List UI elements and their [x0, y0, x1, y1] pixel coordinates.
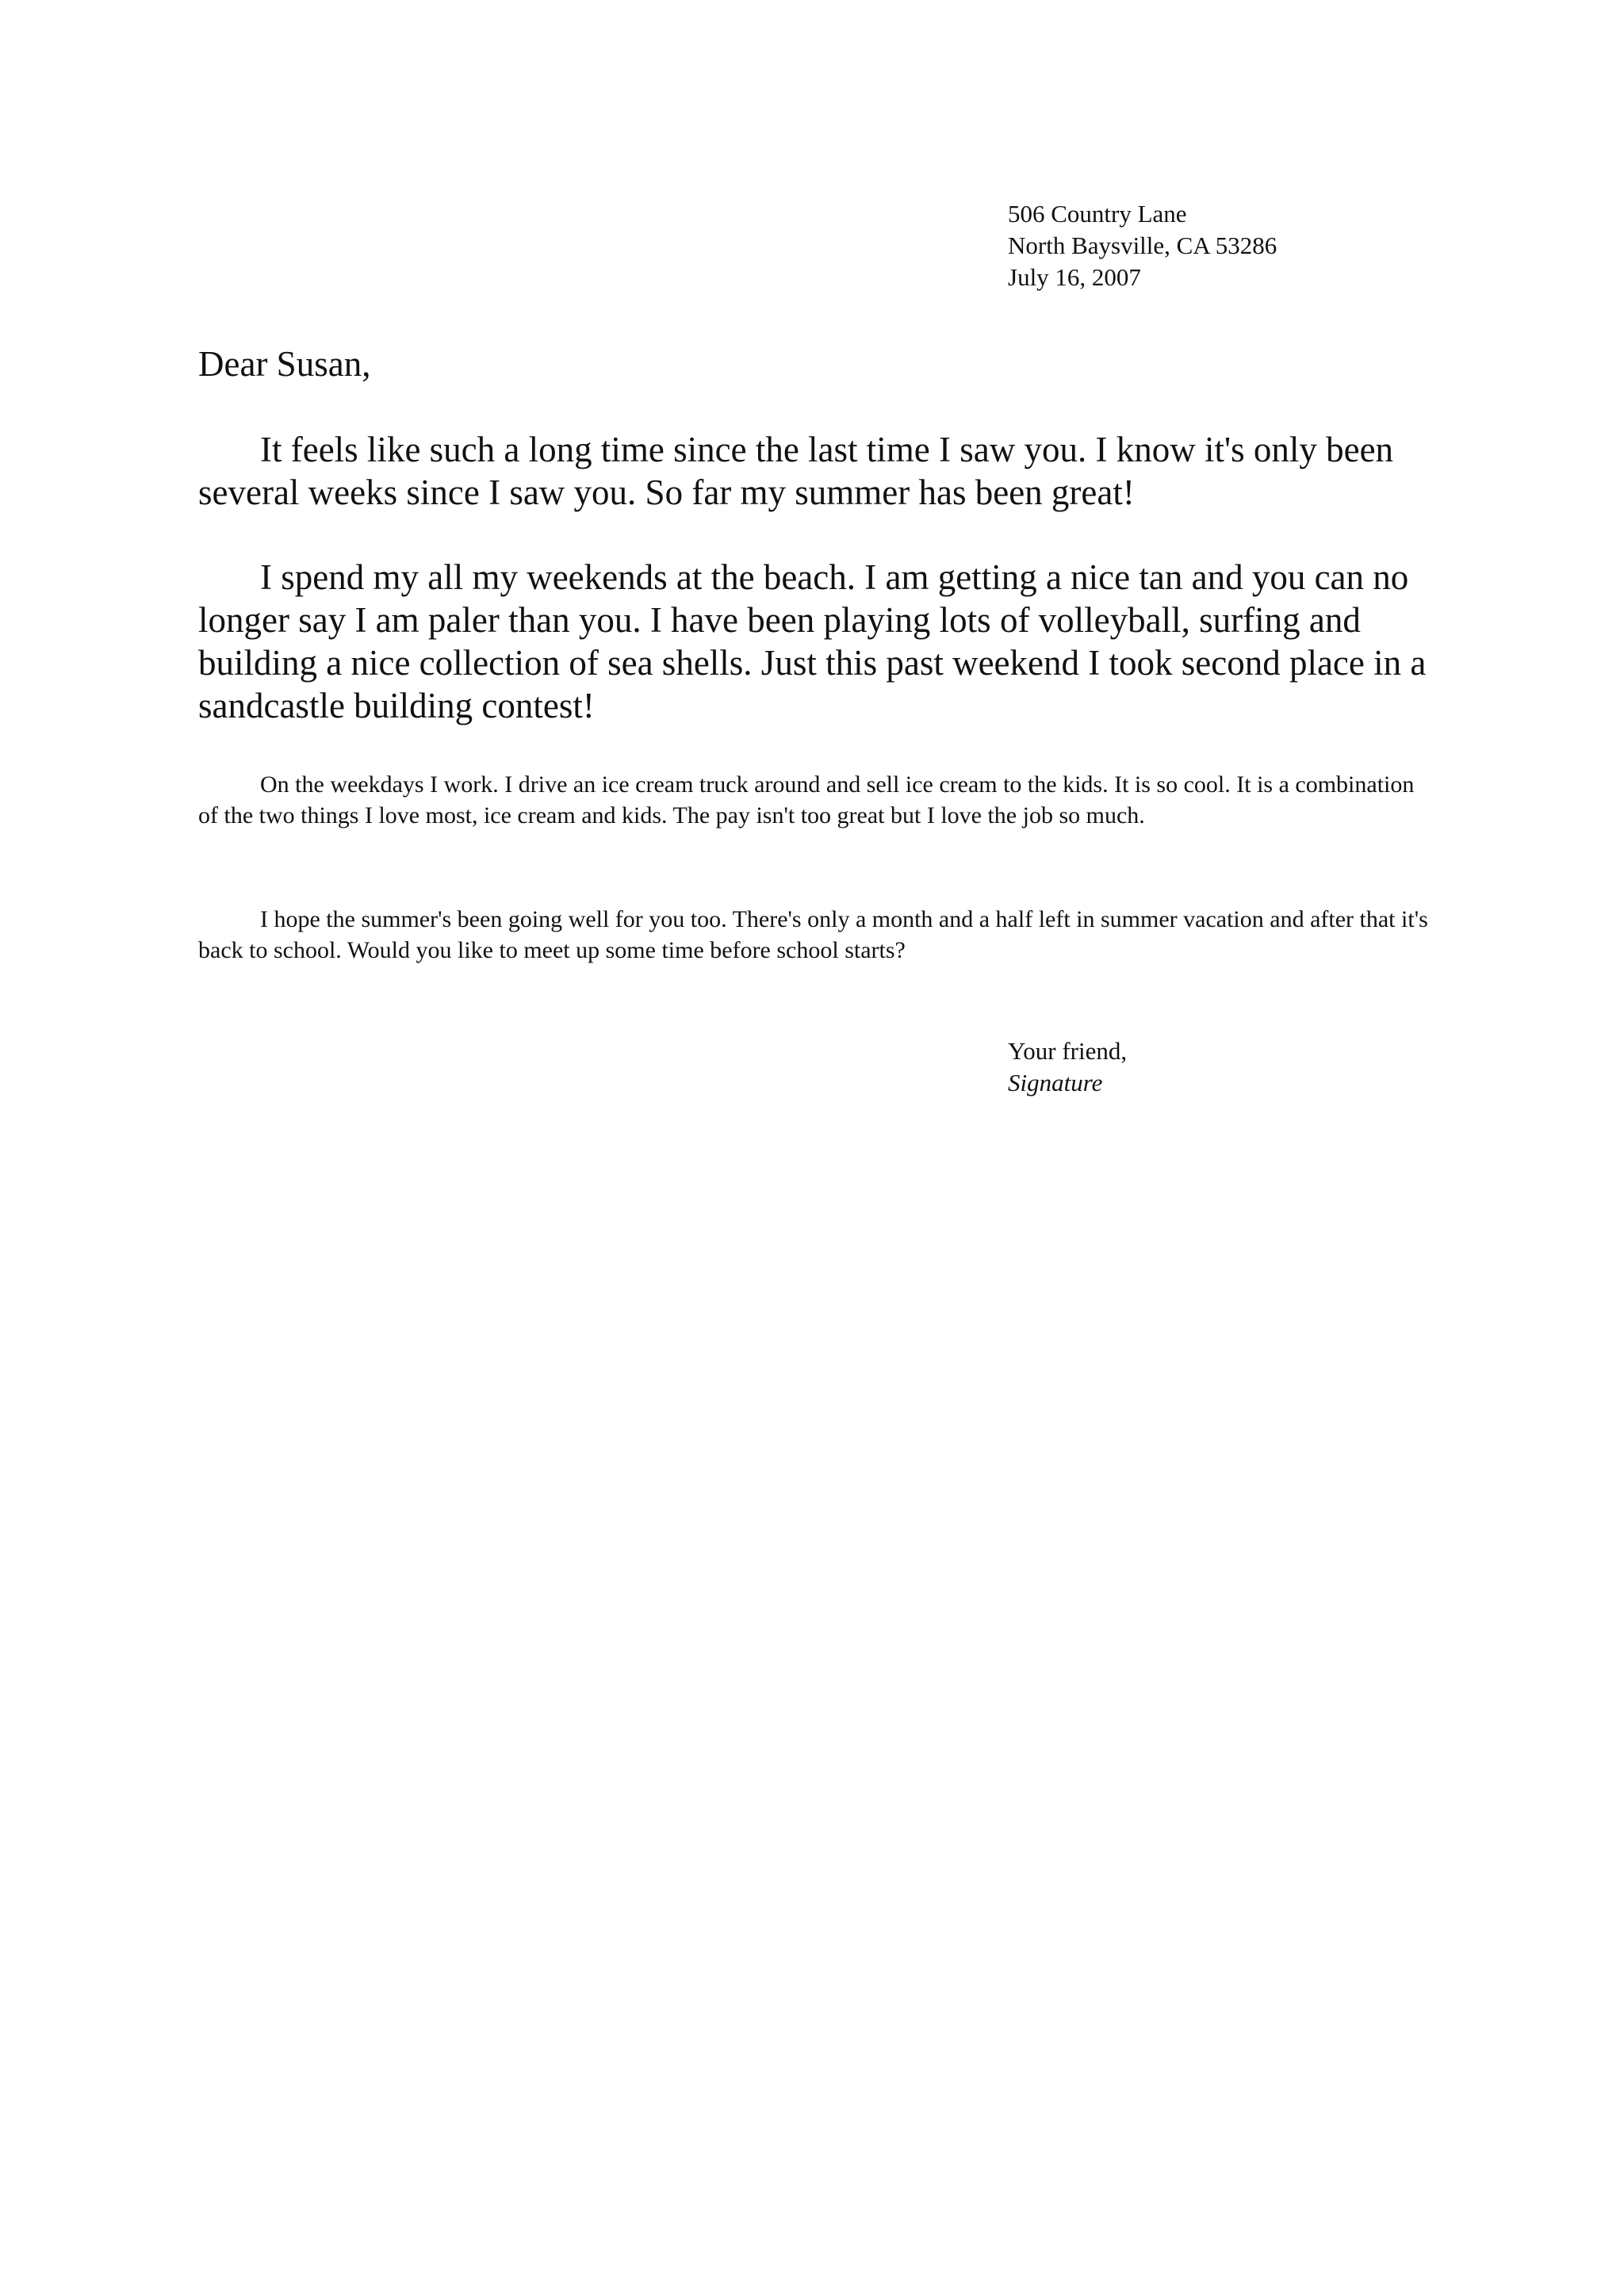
sender-address	[1008, 198, 1515, 293]
letter-date: July 16, 2007	[1008, 263, 1141, 291]
closing-block	[1008, 1035, 1127, 1099]
valediction: Your friend,	[1008, 1037, 1128, 1065]
body-paragraph-3: On the weekdays I work. I drive an ice cream truck around and sell ice cream to the kids. It is so cool. It is a combination of the two things I love most, ice cream and kids. The pay isn't too great but I love the job so much.	[198, 771, 1415, 828]
signature: Signature	[1008, 1069, 1103, 1096]
body-paragraph-2: I spend my all my weekends at the beach. I am getting a nice tan and you can no longer say I am paler than you. I have been playing lots of volleyball, surfing and building a nice collection of sea shells. Just this past weekend I took second place in a sandcastle building contest!	[198, 557, 1427, 725]
body-paragraph-4: I hope the summer's been going well for you too. There's only a month and a half left in summer vacation and after that it's back to school. Would you like to meet up some time before school starts?	[198, 906, 1428, 963]
address-street: 506 Country Lane	[1008, 200, 1187, 228]
salutation: Dear Susan,	[198, 344, 371, 384]
body-paragraph-1: It feels like such a long time since the last time I saw you. I know it's only been several weeks since I saw you. So far my summer has been great!	[198, 430, 1394, 512]
address-city-state-zip: North Baysville, CA 53286	[1008, 232, 1277, 259]
